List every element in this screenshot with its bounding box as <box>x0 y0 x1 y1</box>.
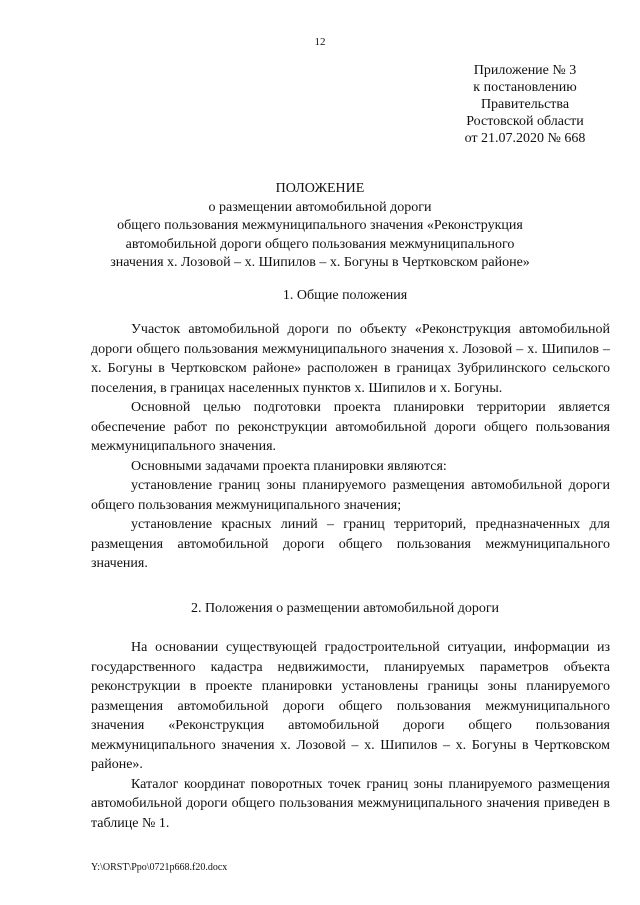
section-1-body <box>91 320 610 574</box>
paragraph: На основании существующей градостроительной ситуации, информации из государственного кадастра недвижимости, планируемых параметров объекта реконструкции в проекте планировки установлены границы зоны планируемого размещения автомобильной дороги общего пользования межмуниципального значения «Реконструкция автомобильной дороги общего пользования межмуниципального значения х. Лозовой – х. Шипилов – х. Богуны в Чертковском районе». <box>91 640 610 772</box>
section-2-body <box>91 638 610 833</box>
appendix-line: Приложение № 3 <box>473 63 577 78</box>
page-number: 12 <box>314 36 326 48</box>
paragraph: установление красных линий – границ территорий, предназначенных для размещения автомобильной дороги общего пользования межмуниципального значения. <box>91 517 610 571</box>
appendix-line: от 21.07.2020 № 668 <box>464 131 586 146</box>
heading-line: значения х. Лозовой – х. Шипилов – х. Богуны в Чертковском районе» <box>110 255 530 270</box>
paragraph: Основными задачами проекта планировки являются: <box>131 458 447 474</box>
appendix-line: к постановлению <box>473 80 577 95</box>
paragraph: Каталог координат поворотных точек границ зоны планируемого размещения автомобильной дороги общего пользования межмуниципального значения приведен в таблице № 1. <box>91 776 610 831</box>
appendix-line: Ростовской области <box>466 114 584 129</box>
file-path-footer: Y:\ORST\Ppo\0721p668.f20.docx <box>91 862 228 873</box>
heading-line: общего пользования межмуниципального значения «Реконструкция <box>117 218 523 233</box>
appendix-block <box>440 62 610 147</box>
section-2-title: 2. Положения о размещении автомобильной дороги <box>190 601 500 616</box>
appendix-line: Правительства <box>480 97 570 112</box>
heading-line: автомобильной дороги общего пользования межмуниципального <box>125 236 515 252</box>
paragraph: Участок автомобильной дороги по объекту «Реконструкция автомобильной дороги общего пользования межмуниципального значения х. Лозовой – х. Шипилов – х. Богуны в Чертковском районе» расположен в границах Зубрилинского сельского поселения, в границах населенных пунктов х. Шипилов и х. Богуны. <box>91 322 610 396</box>
heading-line: о размещении автомобильной дороги <box>208 199 432 215</box>
paragraph: установление границ зоны планируемого размещения автомобильной дороги общего пользования межмуниципального значения; <box>91 478 610 513</box>
document-title: ПОЛОЖЕНИЕ <box>275 181 365 196</box>
document-heading <box>95 180 545 273</box>
paragraph: Основной целью подготовки проекта планировки территории является обеспечение работ по реконструкции автомобильной дороги общего пользования межмуниципального значения. <box>91 400 610 454</box>
section-1-title: 1. Общие положения <box>282 288 408 303</box>
